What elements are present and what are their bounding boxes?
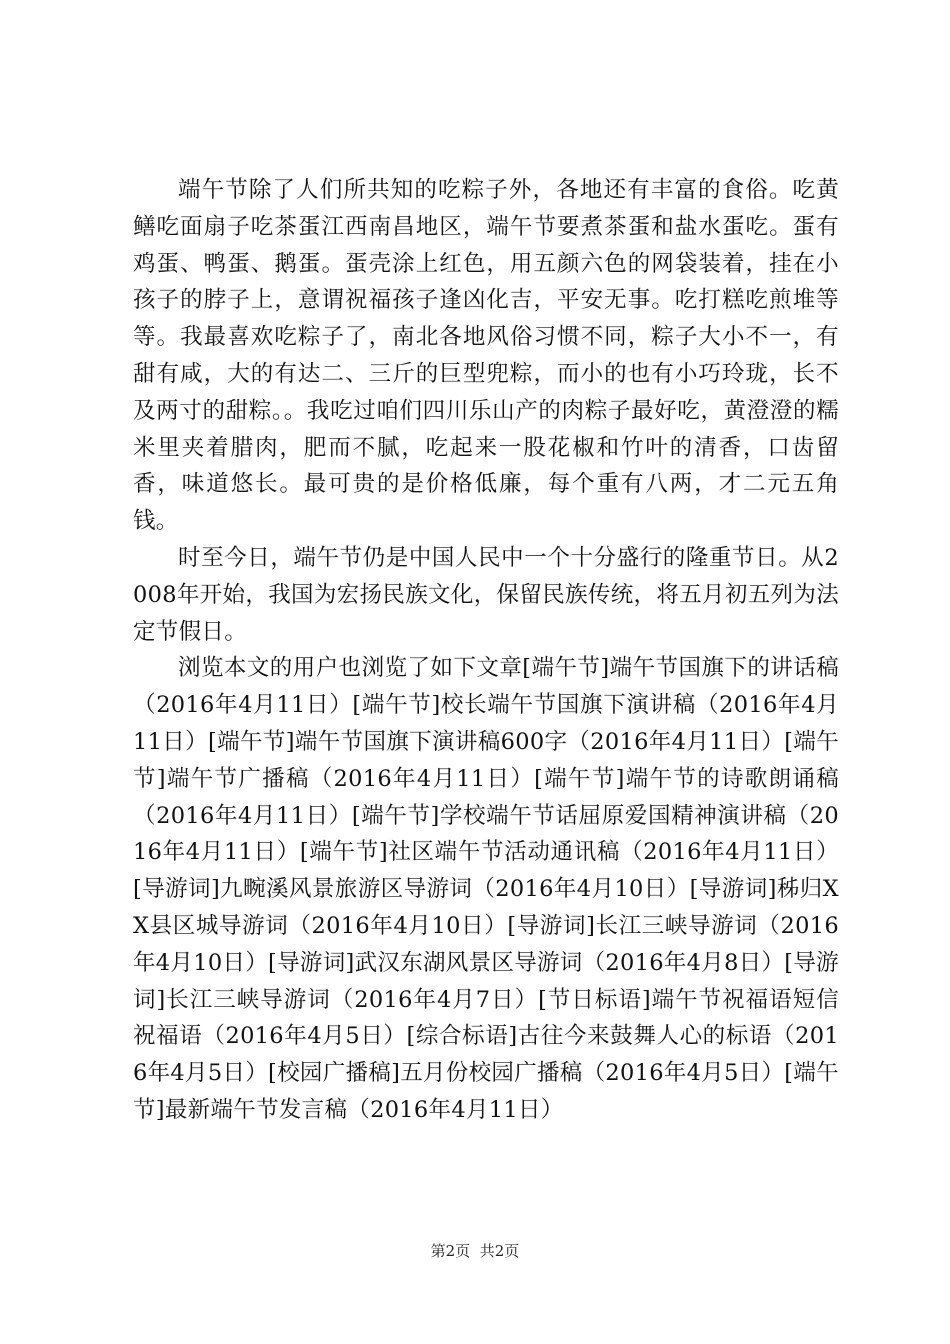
document-body xyxy=(133,172,839,1129)
footer-spacer xyxy=(470,1242,480,1260)
paragraph-food-customs: 端午节除了人们所共知的吃粽子外，各地还有丰富的食俗。吃黄鳝吃面扇子吃茶蛋江西南昌地区，端午节要煮茶蛋和盐水蛋吃。蛋有鸡蛋、鸭蛋、鹅蛋。蛋壳涂上红色，用五颜六色的网袋装着，挂在小孩子的脖子上，意谓祝福孩子逢凶化吉，平安无事。吃打糕吃煎堆等等。我最喜欢吃粽子了，南北各地风俗习惯不同，粽子大小不一，有甜有咸，大的有达二、三斤的巨型兜粽，而小的也有小巧玲珑，长不及两寸的甜粽。。我吃过咱们四川乐山产的肉粽子最好吃，黄澄澄的糯米里夹着腊肉，肥而不腻，吃起来一股花椒和竹叶的清香，口齿留香，味道悠长。最可贵的是价格低廉，每个重有八两，才二元五角钱。 xyxy=(133,177,839,535)
paragraph-related-articles: 浏览本文的用户也浏览了如下文章[端午节]端午节国旗下的讲话稿（2016年4月11日）[端午节]校长端午节国旗下演讲稿（2016年4月11日）[端午节]端午节国旗下演讲稿600字（2016年4月11日）[端午节]端午节广播稿（2016年4月11日）[端午节]端午节的诗歌朗诵稿（2016年4月11日）[端午节]学校端午节话屈原爱国精神演讲稿（2016年4月11日）[端午节]社区端午节活动通讯稿（2016年4月11日）[导游词]九畹溪风景旅游区导游词（2016年4月10日）[导游词]秭归XX县区城导游词（2016年4月10日）[导游词]长江三峡导游词（2016年4月10日）[导游词]武汉东湖风景区导游词（2016年4月8日）[导游词]长江三峡导游词（2016年4月7日）[节日标语]端午节祝福语短信祝福语（2016年4月5日）[综合标语]古往今来鼓舞人心的标语（2016年4月5日）[校园广播稿]五月份校园广播稿（2016年4月5日）[端午节]最新端午节发言稿（2016年4月11日） xyxy=(133,655,839,1123)
page-footer xyxy=(0,1241,950,1261)
paragraph-holiday-history: 时至今日，端午节仍是中国人民中一个十分盛行的隆重节日。从2008年开始，我国为宏扬民族文化，保留民族传统，将五月初五列为法定节假日。 xyxy=(133,544,839,645)
page-number: 第2页 xyxy=(430,1242,471,1260)
page-total: 共2页 xyxy=(479,1242,520,1260)
